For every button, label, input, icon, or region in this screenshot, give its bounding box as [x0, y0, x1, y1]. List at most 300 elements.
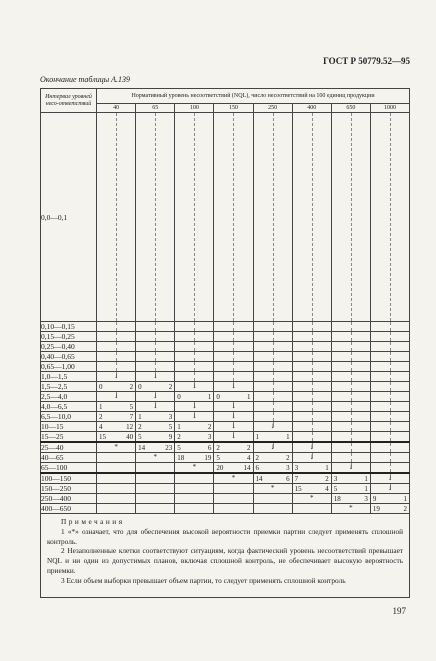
plan-cell — [214, 382, 253, 392]
plan-cell — [214, 453, 253, 463]
continuation-line — [233, 332, 234, 341]
continuation-line — [233, 372, 234, 381]
down-arrow-icon: ↓ — [192, 411, 197, 420]
down-arrow-icon: ↓ — [231, 431, 236, 440]
plan-cell — [292, 352, 331, 362]
table-row — [41, 442, 410, 453]
plan-cell — [292, 392, 331, 402]
plan-cell — [136, 362, 175, 372]
acceptance-number: 1 — [255, 433, 259, 441]
acceptance-number: 0 — [177, 393, 181, 401]
plan-cell — [136, 392, 175, 402]
interval-header: Интервал уровней несо-ответствий — [41, 89, 97, 113]
sample-size: 7 — [129, 413, 134, 421]
plan-cell — [331, 432, 370, 443]
plan-cell — [214, 442, 253, 453]
acceptance-number: 5 — [177, 444, 181, 452]
plan-cell — [370, 494, 409, 504]
plan-cell — [175, 113, 214, 322]
table-row — [41, 322, 410, 332]
nql-level-header: 250 — [253, 104, 292, 113]
acceptance-number: 5 — [138, 433, 142, 441]
plan-cell — [292, 504, 331, 514]
interval-cell: 1,5—2,5 — [41, 382, 97, 392]
continuation-line — [390, 432, 391, 441]
plan-cell — [370, 442, 409, 453]
plan-cell — [370, 432, 409, 443]
plan-cell — [175, 382, 214, 392]
acceptance-table — [40, 88, 410, 514]
plan-cell — [331, 494, 370, 504]
plan-cell — [97, 463, 136, 474]
plan-cell — [97, 504, 136, 514]
continuation-line — [116, 342, 117, 351]
plan-cell — [136, 322, 175, 332]
plan-cell — [136, 372, 175, 382]
down-arrow-icon: ↓ — [348, 462, 353, 471]
interval-cell: 0,40—0,65 — [41, 352, 97, 362]
acceptance-number: 15 — [294, 485, 302, 493]
sample-size: 5 — [129, 403, 134, 411]
continuation-line — [116, 332, 117, 341]
plan-cell — [253, 463, 292, 474]
plan-cell — [136, 484, 175, 494]
table-row — [41, 402, 410, 412]
notes-title: Примечания — [61, 517, 125, 526]
continuation-line — [116, 362, 117, 371]
plan-cell — [136, 442, 175, 453]
sample-size: 19 — [204, 454, 212, 462]
plan-cell — [97, 362, 136, 372]
nql-level-header: 650 — [331, 104, 370, 113]
plan-cell — [370, 362, 409, 372]
full-inspection-mark: * — [153, 453, 157, 461]
plan-cell — [253, 453, 292, 463]
plan-cell — [370, 504, 409, 514]
interval-cell: 15—25 — [41, 432, 97, 443]
table-row — [41, 342, 410, 352]
plan-cell — [292, 484, 331, 494]
continuation-line — [116, 322, 117, 331]
plan-cell — [214, 494, 253, 504]
plan-cell — [214, 352, 253, 362]
plan-cell — [136, 382, 175, 392]
plan-cell — [370, 412, 409, 422]
interval-cell: 150—250 — [41, 484, 97, 494]
plan-cell — [97, 494, 136, 504]
plan-cell — [175, 453, 214, 463]
plan-cell — [331, 484, 370, 494]
acceptance-number: 2 — [177, 433, 181, 441]
continuation-line — [194, 362, 195, 371]
plan-cell — [253, 432, 292, 443]
table-row — [41, 473, 410, 484]
plan-cell — [136, 402, 175, 412]
interval-cell: 40—65 — [41, 453, 97, 463]
sample-size: 2 — [403, 505, 407, 513]
down-arrow-icon: ↓ — [153, 401, 158, 410]
continuation-line — [390, 463, 391, 472]
continuation-line — [312, 362, 313, 371]
full-inspection-mark: * — [231, 474, 236, 482]
plan-cell — [331, 113, 370, 322]
acceptance-number: 0 — [216, 393, 220, 401]
continuation-line — [390, 412, 391, 421]
down-arrow-icon: ↓ — [192, 381, 197, 390]
continuation-line — [390, 113, 391, 321]
plan-cell — [175, 372, 214, 382]
plan-cell — [253, 402, 292, 412]
continuation-line — [155, 352, 156, 361]
plan-cell — [97, 113, 136, 322]
interval-cell: 1,0—1,5 — [41, 372, 97, 382]
continuation-line — [155, 332, 156, 341]
acceptance-number: 1 — [138, 413, 142, 421]
plan-cell — [214, 392, 253, 402]
sample-size: 1 — [207, 393, 212, 401]
plan-cell — [292, 372, 331, 382]
plan-cell — [253, 332, 292, 342]
table-row — [41, 392, 410, 402]
continuation-line — [312, 352, 313, 361]
plan-cell — [97, 322, 136, 332]
plan-cell — [331, 392, 370, 402]
sample-size: 12 — [126, 423, 134, 431]
plan-cell — [97, 342, 136, 352]
continuation-line — [233, 342, 234, 351]
plan-cell — [214, 484, 253, 494]
plan-cell — [331, 382, 370, 392]
standard-code: ГОСТ Р 50779.52—95 — [323, 56, 410, 66]
plan-cell — [331, 422, 370, 432]
nql-level-header: 150 — [214, 104, 253, 113]
plan-cell — [136, 494, 175, 504]
plan-cell — [370, 422, 409, 432]
plan-cell — [292, 494, 331, 504]
continuation-line — [116, 113, 117, 321]
nql-level-header: 65 — [136, 104, 175, 113]
down-arrow-icon: ↓ — [231, 421, 236, 430]
table-row — [41, 422, 410, 432]
continuation-line — [233, 352, 234, 361]
plan-cell — [97, 402, 136, 412]
continuation-line — [312, 382, 313, 391]
plan-cell — [214, 342, 253, 352]
plan-cell — [136, 432, 175, 443]
acceptance-number: 0 — [138, 383, 142, 391]
plan-cell — [136, 352, 175, 362]
table-row — [41, 453, 410, 463]
continuation-line — [351, 453, 352, 462]
plan-cell — [214, 362, 253, 372]
plan-cell — [136, 332, 175, 342]
interval-cell: 10—15 — [41, 422, 97, 432]
interval-cell: 25—40 — [41, 442, 97, 453]
down-arrow-icon: ↓ — [153, 391, 158, 400]
plan-cell — [370, 473, 409, 484]
down-arrow-icon: ↓ — [231, 401, 236, 410]
interval-cell: 0,25—0,40 — [41, 342, 97, 352]
sample-size: 5 — [168, 423, 173, 431]
continuation-line — [390, 352, 391, 361]
sample-size: 23 — [165, 444, 173, 452]
plan-cell — [214, 412, 253, 422]
acceptance-number: 1 — [177, 423, 181, 431]
table-row — [41, 504, 410, 514]
continuation-line — [233, 362, 234, 371]
plan-cell — [370, 113, 409, 322]
down-arrow-icon: ↓ — [153, 371, 158, 380]
down-arrow-icon: ↓ — [231, 411, 236, 420]
plan-cell — [370, 332, 409, 342]
continuation-line — [194, 322, 195, 331]
plan-cell — [175, 392, 214, 402]
acceptance-number: 18 — [333, 495, 341, 503]
continuation-line — [390, 422, 391, 431]
down-arrow-icon: ↓ — [309, 452, 314, 461]
sample-size: 2 — [325, 475, 329, 483]
plan-cell — [331, 362, 370, 372]
acceptance-number: 4 — [99, 423, 103, 431]
sample-size: 3 — [286, 464, 290, 472]
plan-cell — [331, 322, 370, 332]
continuation-line — [233, 322, 234, 331]
plan-cell — [292, 432, 331, 443]
plan-cell — [253, 352, 292, 362]
continuation-line — [351, 322, 352, 331]
note-2: 2 Незаполненные клетки соответствуют ситуациям, когда фактический уровень несоответствий превышает NQL и ни один из допустимых планов, включая сплошной контроль, не обеспечивает высокую вероятность приемки. — [47, 546, 403, 575]
continuation-line — [390, 372, 391, 381]
plan-cell — [175, 484, 214, 494]
plan-cell — [175, 442, 214, 453]
continuation-line — [273, 352, 274, 361]
plan-cell — [292, 113, 331, 322]
acceptance-number: 5 — [333, 485, 338, 493]
down-arrow-icon: ↓ — [192, 401, 197, 410]
plan-cell — [136, 113, 175, 322]
interval-cell: 400—650 — [41, 504, 97, 514]
continuation-line — [273, 392, 274, 401]
sample-size: 2 — [247, 444, 251, 452]
continuation-line — [390, 443, 391, 452]
interval-cell: 250—400 — [41, 494, 97, 504]
sample-size: 2 — [168, 383, 173, 391]
plan-cell — [331, 342, 370, 352]
plan-cell — [214, 422, 253, 432]
continuation-line — [351, 402, 352, 411]
plan-cell — [370, 382, 409, 392]
continuation-line — [312, 412, 313, 421]
continuation-line — [351, 342, 352, 351]
plan-cell — [97, 442, 136, 453]
plan-cell — [214, 372, 253, 382]
plan-cell — [370, 352, 409, 362]
full-inspection-mark: * — [309, 494, 314, 502]
plan-cell — [292, 453, 331, 463]
plan-cell — [97, 412, 136, 422]
plan-cell — [136, 422, 175, 432]
sample-size: 9 — [168, 433, 173, 441]
acceptance-number: 5 — [216, 454, 220, 462]
plan-cell — [253, 342, 292, 352]
plan-cell — [175, 362, 214, 372]
plan-cell — [175, 504, 214, 514]
continuation-line — [351, 382, 352, 391]
plan-cell — [292, 362, 331, 372]
continuation-line — [312, 392, 313, 401]
plan-cell — [292, 442, 331, 453]
plan-cell — [253, 494, 292, 504]
acceptance-number: 0 — [99, 383, 103, 391]
nql-level-header: 100 — [175, 104, 214, 113]
sample-size: 3 — [364, 495, 368, 503]
continuation-line — [351, 392, 352, 401]
nql-level-header: 40 — [97, 104, 136, 113]
interval-cell: 4,0—6,5 — [41, 402, 97, 412]
plan-cell — [370, 484, 409, 494]
nql-level-header: 1000 — [370, 104, 409, 113]
plan-cell — [370, 392, 409, 402]
sample-size: 2 — [286, 454, 290, 462]
plan-cell — [253, 382, 292, 392]
notes-block — [40, 514, 410, 598]
acceptance-number: 1 — [99, 403, 103, 411]
acceptance-number: 3 — [333, 475, 338, 483]
plan-cell — [253, 442, 292, 453]
plan-cell — [97, 382, 136, 392]
sample-size: 6 — [207, 444, 212, 452]
continuation-line — [233, 113, 234, 321]
acceptance-number: 3 — [294, 464, 299, 472]
continuation-line — [351, 372, 352, 381]
continuation-line — [273, 362, 274, 371]
acceptance-number: 2 — [216, 444, 220, 452]
continuation-line — [390, 342, 391, 351]
plan-cell — [175, 342, 214, 352]
interval-cell: 0,0—0,1 — [41, 113, 97, 322]
interval-cell: 100—150 — [41, 473, 97, 484]
acceptance-number: 6 — [255, 464, 259, 472]
plan-cell — [97, 352, 136, 362]
acceptance-number: 7 — [294, 475, 299, 483]
continuation-line — [194, 342, 195, 351]
plan-cell — [214, 463, 253, 474]
interval-cell: 0,65—1,00 — [41, 362, 97, 372]
down-arrow-icon: ↓ — [270, 421, 275, 430]
table-row — [41, 432, 410, 443]
continuation-line — [351, 412, 352, 421]
sample-size: 4 — [247, 454, 251, 462]
plan-cell — [175, 412, 214, 422]
plan-cell — [331, 453, 370, 463]
plan-cell — [175, 352, 214, 362]
plan-cell — [136, 504, 175, 514]
plan-cell — [331, 402, 370, 412]
table-row — [41, 372, 410, 382]
plan-cell — [214, 504, 253, 514]
acceptance-number: 19 — [372, 505, 380, 513]
continuation-line — [273, 412, 274, 421]
continuation-line — [194, 113, 195, 321]
plan-cell — [292, 473, 331, 484]
down-arrow-icon: ↓ — [309, 442, 314, 451]
interval-cell: 6,5—10,0 — [41, 412, 97, 422]
nql-level-header: 400 — [292, 104, 331, 113]
acceptance-number: 14 — [255, 475, 263, 483]
plan-cell — [175, 473, 214, 484]
plan-cell — [331, 442, 370, 453]
acceptance-number: 2 — [138, 423, 142, 431]
plan-cell — [136, 412, 175, 422]
down-arrow-icon: ↓ — [114, 391, 119, 400]
plan-cell — [214, 432, 253, 443]
continuation-line — [351, 352, 352, 361]
down-arrow-icon: ↓ — [387, 473, 392, 482]
continuation-line — [390, 453, 391, 462]
sample-size: 14 — [243, 464, 251, 472]
continuation-line — [312, 432, 313, 441]
table-row — [41, 382, 410, 392]
sample-size: 1 — [364, 475, 368, 483]
acceptance-number: 15 — [99, 433, 106, 441]
plan-cell — [331, 352, 370, 362]
continuation-line — [390, 392, 391, 401]
full-inspection-mark: * — [192, 463, 197, 471]
acceptance-number: 2 — [99, 413, 103, 421]
full-inspection-mark: * — [270, 484, 275, 492]
page-number: 197 — [392, 606, 406, 616]
continuation-line — [312, 113, 313, 321]
plan-cell — [370, 453, 409, 463]
plan-cell — [253, 392, 292, 402]
plan-cell — [331, 463, 370, 474]
continuation-line — [273, 402, 274, 411]
continuation-line — [390, 362, 391, 371]
table-row — [41, 332, 410, 342]
plan-cell — [97, 372, 136, 382]
acceptance-number: 18 — [177, 454, 185, 462]
plan-cell — [253, 412, 292, 422]
sample-size: 1 — [403, 495, 407, 503]
interval-cell: 0,15—0,25 — [41, 332, 97, 342]
sample-size: 4 — [325, 485, 329, 493]
plan-cell — [292, 382, 331, 392]
full-inspection-mark: * — [114, 443, 118, 451]
sample-size: 3 — [207, 433, 212, 441]
plan-cell — [292, 322, 331, 332]
plan-cell — [175, 463, 214, 474]
table-row — [41, 463, 410, 474]
acceptance-number: 14 — [138, 444, 146, 452]
continuation-line — [312, 342, 313, 351]
plan-cell — [97, 473, 136, 484]
plan-cell — [370, 342, 409, 352]
continuation-line — [351, 432, 352, 441]
plan-cell — [370, 322, 409, 332]
plan-cell — [370, 372, 409, 382]
continuation-line — [390, 332, 391, 341]
continuation-line — [351, 332, 352, 341]
plan-cell — [253, 322, 292, 332]
plan-cell — [253, 372, 292, 382]
plan-cell — [292, 342, 331, 352]
sample-size: 6 — [286, 475, 290, 483]
plan-cell — [214, 322, 253, 332]
plan-cell — [97, 453, 136, 463]
continuation-line — [390, 402, 391, 411]
down-arrow-icon: ↓ — [114, 371, 119, 380]
plan-cell — [253, 422, 292, 432]
